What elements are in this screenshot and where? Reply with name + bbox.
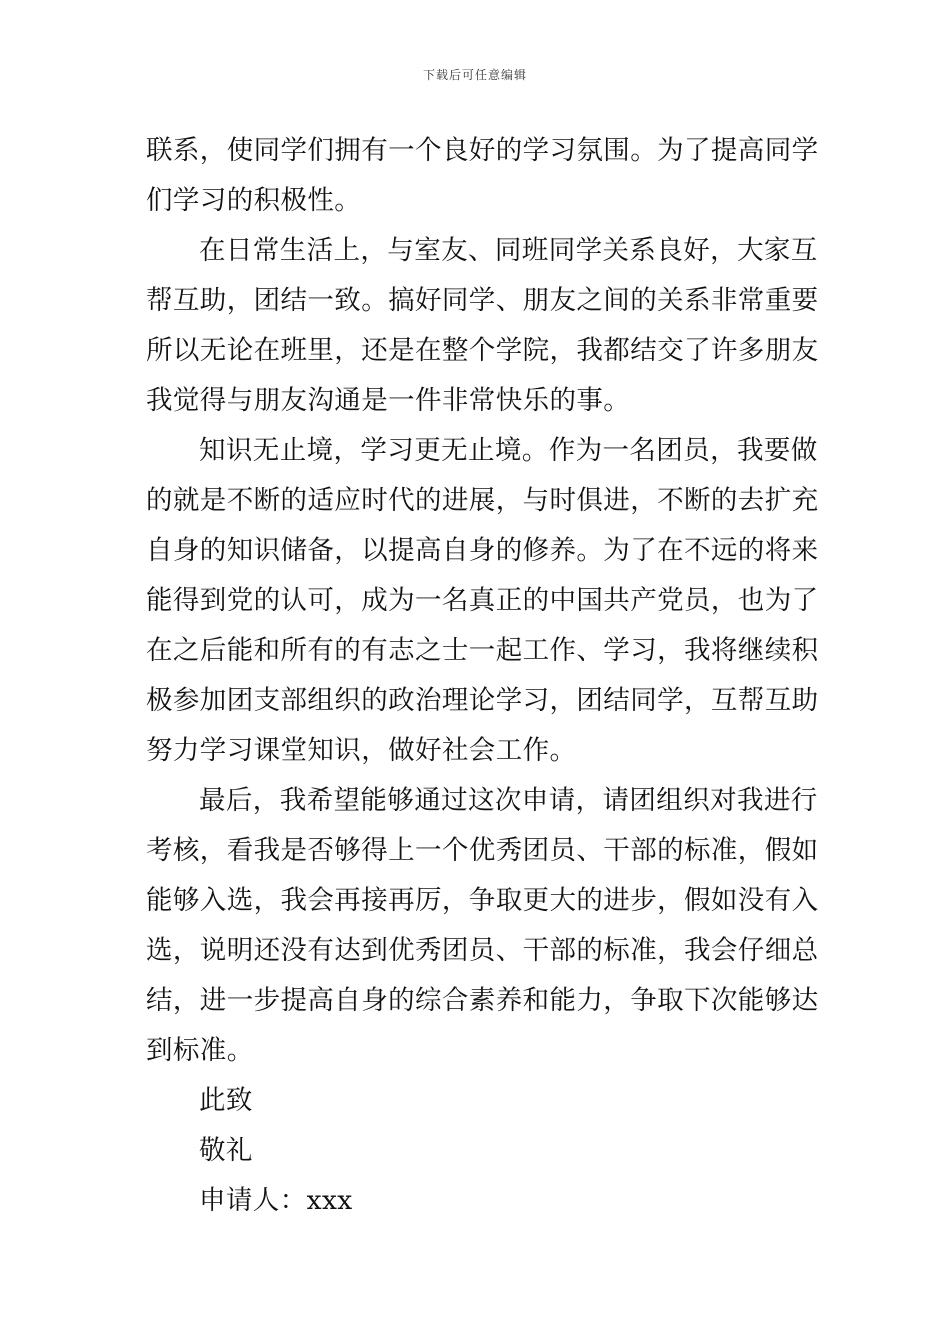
body-line: 结，进一步提高自身的综合素养和能力，争取下次能够达 <box>146 985 819 1016</box>
body-line: 我觉得与朋友沟通是一件非常快乐的事。 <box>146 385 631 416</box>
paragraph-start-line: 最后，我希望能够通过这次申请，请团组织对我进行 <box>199 785 818 816</box>
body-line: 能得到党的认可，成为一名真正的中国共产党员，也为了 <box>146 585 819 616</box>
body-line: 自身的知识储备，以提高自身的修养。为了在不远的将来 <box>146 535 819 566</box>
body-line: 帮互助，团结一致。搞好同学、朋友之间的关系非常重要 <box>146 285 819 316</box>
body-line: 所以无论在班里，还是在整个学院，我都结交了许多朋友 <box>146 335 819 366</box>
closing-regards: 敬礼 <box>199 1135 253 1166</box>
body-line: 到标准。 <box>146 1035 254 1066</box>
body-line: 的就是不断的适应时代的进展，与时俱进，不断的去扩充 <box>146 485 819 516</box>
header-note: 下载后可任意编辑 <box>422 68 527 82</box>
body-line: 极参加团支部组织的政治理论学习，团结同学，互帮互助 <box>146 685 819 716</box>
body-line: 考核，看我是否够得上一个优秀团员、干部的标准，假如 <box>146 835 819 866</box>
closing-salutation: 此致 <box>199 1085 253 1116</box>
applicant-signature: 申请人：xxx <box>199 1185 353 1216</box>
body-line: 在之后能和所有的有志之士一起工作、学习，我将继续积 <box>146 635 819 666</box>
paragraph-start-line: 知识无止境，学习更无止境。作为一名团员，我要做 <box>199 435 818 466</box>
paragraph-start-line: 在日常生活上，与室友、同班同学关系良好，大家互 <box>199 235 818 266</box>
body-line: 联系，使同学们拥有一个良好的学习氛围。为了提高同学 <box>146 135 819 166</box>
document-body <box>146 126 819 1226</box>
body-line: 努力学习课堂知识，做好社会工作。 <box>146 735 577 766</box>
body-line: 选，说明还没有达到优秀团员、干部的标准，我会仔细总 <box>146 935 819 966</box>
body-line: 们学习的积极性。 <box>146 185 362 216</box>
body-line: 能够入选，我会再接再厉，争取更大的进步，假如没有入 <box>146 885 819 916</box>
